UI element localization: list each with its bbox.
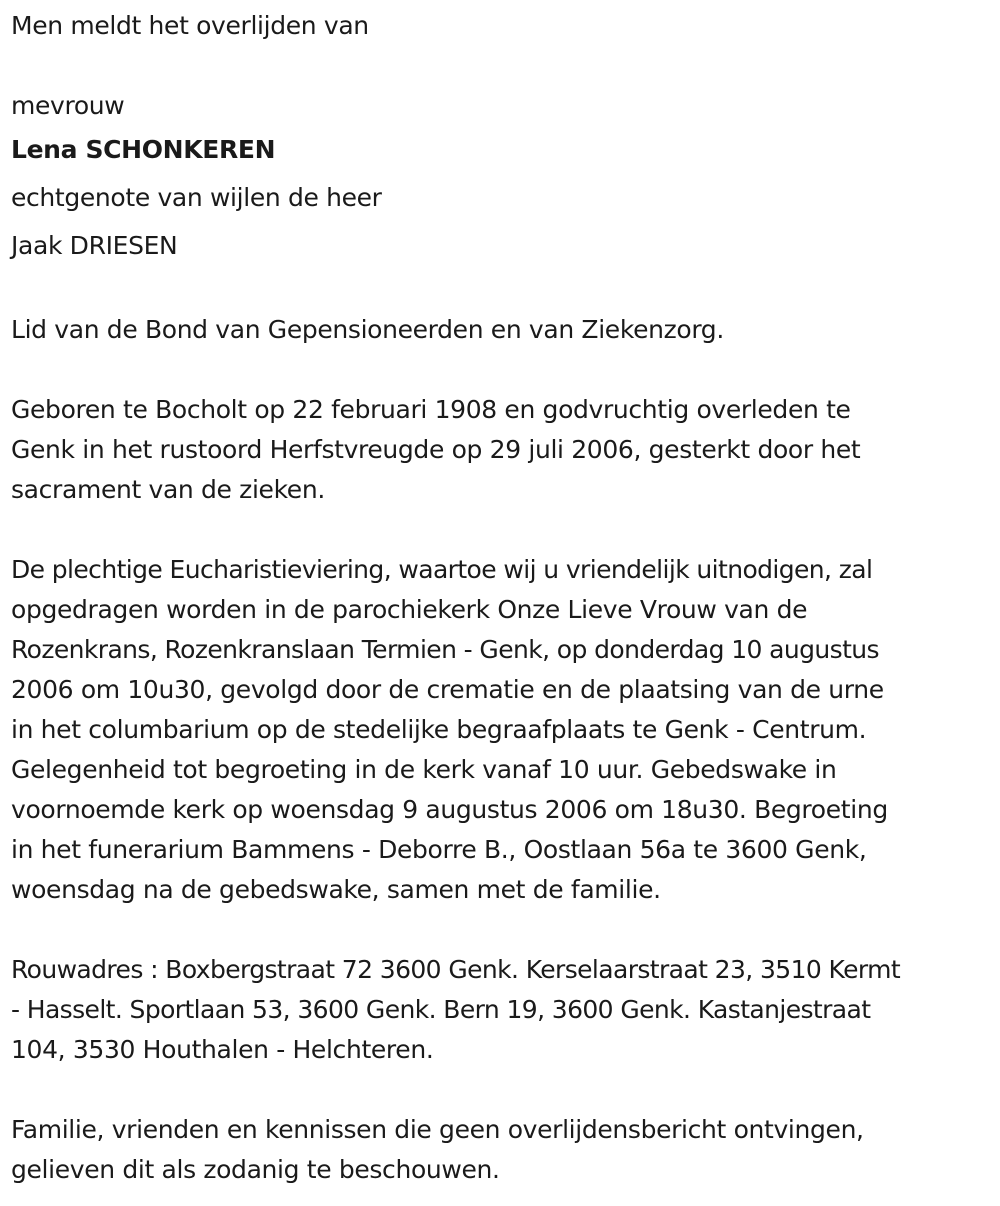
paragraph-line: Rouwadres : Boxbergstraat 72 3600 Genk. Kerselaarstraat 23, 3510 Kermt [11, 955, 901, 984]
birth-death-paragraph [11, 390, 995, 510]
paragraph-line: opgedragen worden in de parochiekerk Onze Lieve Vrouw van de [11, 595, 808, 624]
deceased-name: Lena SCHONKEREN [11, 135, 276, 164]
spouse-name: Jaak DRIESEN [11, 231, 178, 260]
paragraph-line: Familie, vrienden en kennissen die geen overlijdensbericht ontvingen, [11, 1115, 864, 1144]
paragraph-line: in het columbarium op de stedelijke begraafplaats te Genk - Centrum. [11, 715, 867, 744]
paragraph-line: Genk in het rustoord Herfstvreugde op 29 juli 2006, gesterkt door het [11, 435, 861, 464]
paragraph-line: gelieven dit als zodanig te beschouwen. [11, 1155, 500, 1184]
spacer [11, 1070, 995, 1110]
paragraph-line: sacrament van de zieken. [11, 475, 325, 504]
relation-line: echtgenote van wijlen de heer [11, 183, 382, 212]
spacer [11, 510, 995, 550]
ceremony-paragraph [11, 550, 995, 910]
paragraph-line: 104, 3530 Houthalen - Helchteren. [11, 1035, 434, 1064]
title-line: mevrouw [11, 91, 125, 120]
paragraph-line: Rozenkrans, Rozenkranslaan Termien - Genk, op donderdag 10 augustus [11, 635, 879, 664]
paragraph-line: Gelegenheid tot begroeting in de kerk vanaf 10 uur. Gebedswake in [11, 755, 837, 784]
obituary-text [11, 6, 995, 1190]
closing-paragraph [11, 1110, 995, 1190]
intro-line: Men meldt het overlijden van [11, 11, 369, 40]
spacer [11, 270, 995, 310]
paragraph-line: voornoemde kerk op woensdag 9 augustus 2006 om 18u30. Begroeting [11, 795, 888, 824]
membership-line: Lid van de Bond van Gepensioneerden en van Ziekenzorg. [11, 315, 724, 344]
spacer [11, 350, 995, 390]
address-paragraph [11, 950, 995, 1070]
paragraph-line: woensdag na de gebedswake, samen met de familie. [11, 875, 661, 904]
spacer [11, 46, 995, 86]
paragraph-line: - Hasselt. Sportlaan 53, 3600 Genk. Bern 19, 3600 Genk. Kastanjestraat [11, 995, 871, 1024]
paragraph-line: De plechtige Eucharistieviering, waartoe wij u vriendelijk uitnodigen, zal [11, 555, 873, 584]
paragraph-line: 2006 om 10u30, gevolgd door de crematie en de plaatsing van de urne [11, 675, 884, 704]
paragraph-line: in het funerarium Bammens - Deborre B., Oostlaan 56a te 3600 Genk, [11, 835, 867, 864]
paragraph-line: Geboren te Bocholt op 22 februari 1908 en godvruchtig overleden te [11, 395, 851, 424]
spacer [11, 910, 995, 950]
